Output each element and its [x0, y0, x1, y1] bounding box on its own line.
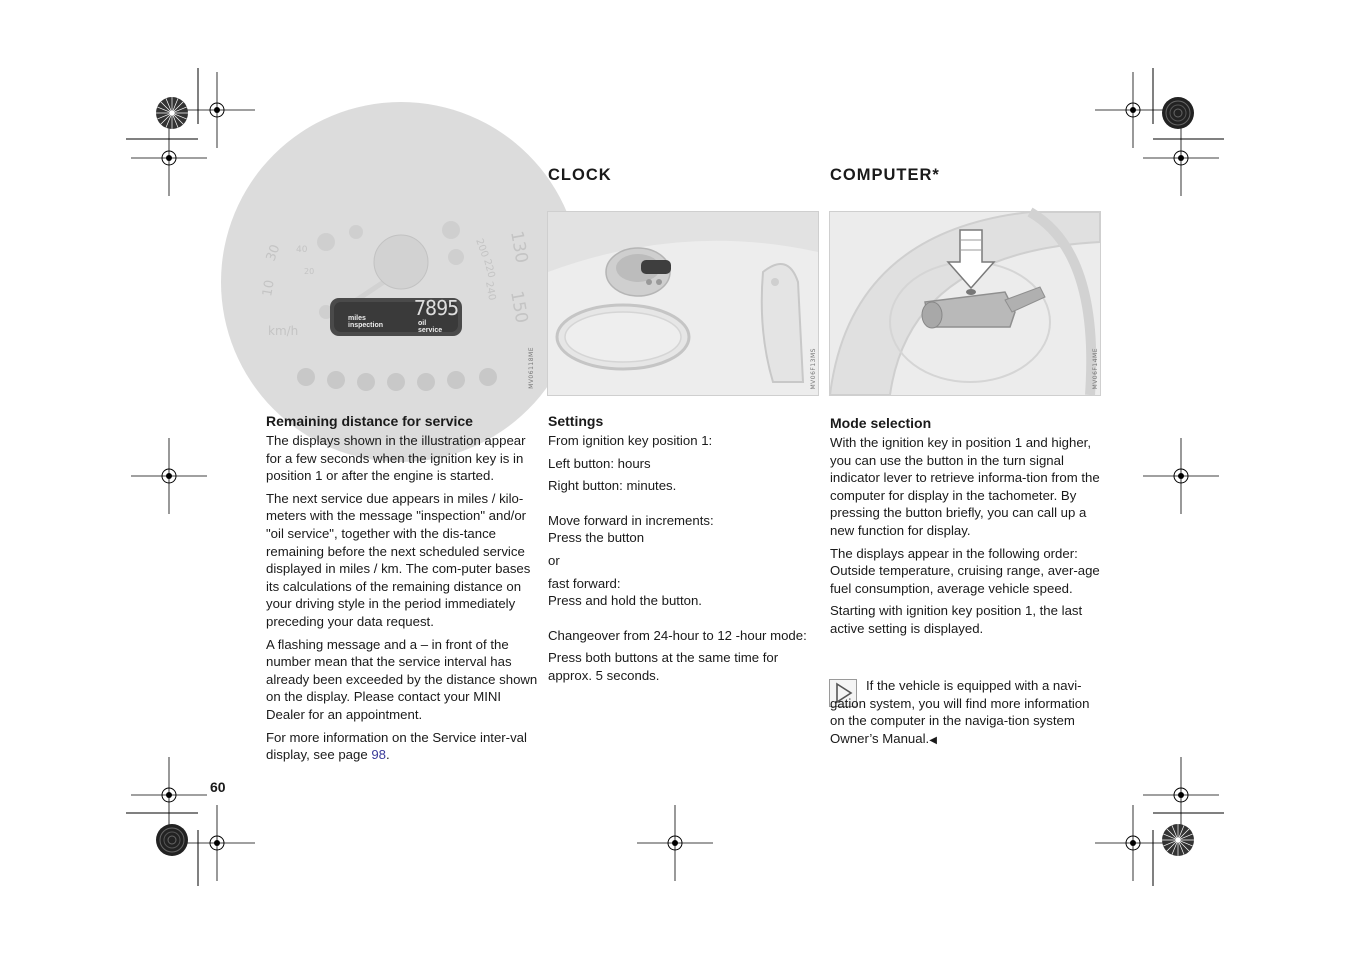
clock-line-5: Press the button — [548, 530, 645, 546]
service-paragraph-2: The next service due appears in miles / kilo-meters with the message "inspection" and/or "oil service", together with the dis-tance remaining before the next scheduled service displayed in miles / km. The com-puter bases its calculations of the remaining distance on your driving style in the period immediately preceding your data request. — [266, 490, 531, 629]
svg-text:km/h: km/h — [268, 324, 299, 338]
display-label-inspection: inspection — [348, 322, 384, 329]
speedometer-illustration — [260, 211, 537, 396]
lever-drawing — [830, 212, 1100, 395]
svg-text:200: 200 — [473, 237, 491, 259]
figure-code: MV06F14ME — [1092, 347, 1099, 389]
display-label-oil: oil — [418, 320, 427, 327]
display-label-service: service — [418, 327, 443, 334]
display-label-right — [418, 320, 442, 334]
page-98-link[interactable]: 98 — [371, 747, 386, 763]
service-paragraph-4 — [266, 729, 538, 764]
clock-line-3: Right button: minutes. — [548, 478, 677, 494]
computer-paragraph-3: Starting with ignition key position 1, the last active setting is displayed. — [830, 603, 1083, 636]
figure-code: MV06F13MS — [810, 347, 817, 389]
clock-line-6: or — [548, 552, 560, 568]
computer-paragraph-1: With the ignition key in position 1 and higher, you can use the button in the turn signal indicator lever to retrieve informa-tion from the computer for display in the tachometer. By pressing the button briefly, you can call up a new function for display. — [830, 435, 1100, 538]
service-paragraph-4-text: For more information on the Service inter-val display, see page — [266, 729, 527, 763]
service-paragraph-4-end: . — [386, 747, 390, 763]
svg-text:220: 220 — [481, 257, 497, 280]
svg-text:130: 130 — [506, 229, 532, 265]
svg-text:10: 10 — [260, 278, 278, 298]
remaining-distance-subheading: Remaining distance for service — [266, 413, 473, 429]
svg-text:20: 20 — [304, 267, 315, 276]
clock-drawing — [548, 212, 818, 395]
clock-line-2: Left button: hours — [548, 455, 651, 471]
page-number: 60 — [210, 779, 226, 795]
clock-heading: CLOCK — [548, 166, 612, 184]
clock-line-4: Move forward in increments: — [548, 512, 714, 528]
display-label-left — [348, 315, 383, 329]
svg-text:30: 30 — [263, 242, 284, 264]
settings-subheading: Settings — [548, 413, 604, 429]
turn-signal-lever-illustration — [829, 211, 1101, 396]
computer-column — [830, 415, 1102, 638]
speedometer-drawing — [260, 212, 536, 395]
clock-line-10: Press both buttons at the same time for approx. 5 seconds. — [548, 650, 779, 683]
clock-line-8: Press and hold the button. — [548, 593, 702, 609]
clock-line-7: fast forward: — [548, 575, 621, 591]
service-paragraph-1: The displays shown in the illustration appear for a few seconds when the ignition key is in position 1 or after the engine is started. — [266, 433, 526, 484]
clock-line-1: From ignition key position 1: — [548, 433, 713, 448]
navigation-note — [830, 677, 1102, 749]
svg-text:40: 40 — [296, 245, 308, 255]
clock-column — [548, 413, 808, 685]
svg-text:240: 240 — [483, 280, 498, 302]
mode-selection-subheading: Mode selection — [830, 415, 932, 431]
display-label-miles: miles — [348, 315, 366, 322]
end-marker-icon: ◀ — [929, 734, 937, 746]
navigation-note-text: If the vehicle is equipped with a navi-gation system, you will find more information on the computer in the naviga-tion system Owner’s Manual. — [830, 678, 1090, 746]
service-paragraph-3: A flashing message and a – in front of the number mean that the service interval has already been exceeded by the distance shown on the display. Please contact your MINI Dealer for an appointment. — [266, 636, 538, 722]
service-interval-column — [266, 413, 538, 764]
odometer-display-number: 7895 — [414, 296, 459, 320]
computer-heading: COMPUTER* — [830, 166, 940, 184]
clock-line-9: Changeover from 24-hour to 12 -hour mode: — [548, 627, 807, 643]
computer-paragraph-2: The displays appear in the following order: Outside temperature, cruising range, aver-age fuel consumption, average vehicle speed. — [830, 545, 1100, 596]
clock-illustration — [547, 211, 819, 396]
svg-text:150: 150 — [506, 289, 532, 325]
figure-code: MV06118ME — [528, 347, 535, 389]
